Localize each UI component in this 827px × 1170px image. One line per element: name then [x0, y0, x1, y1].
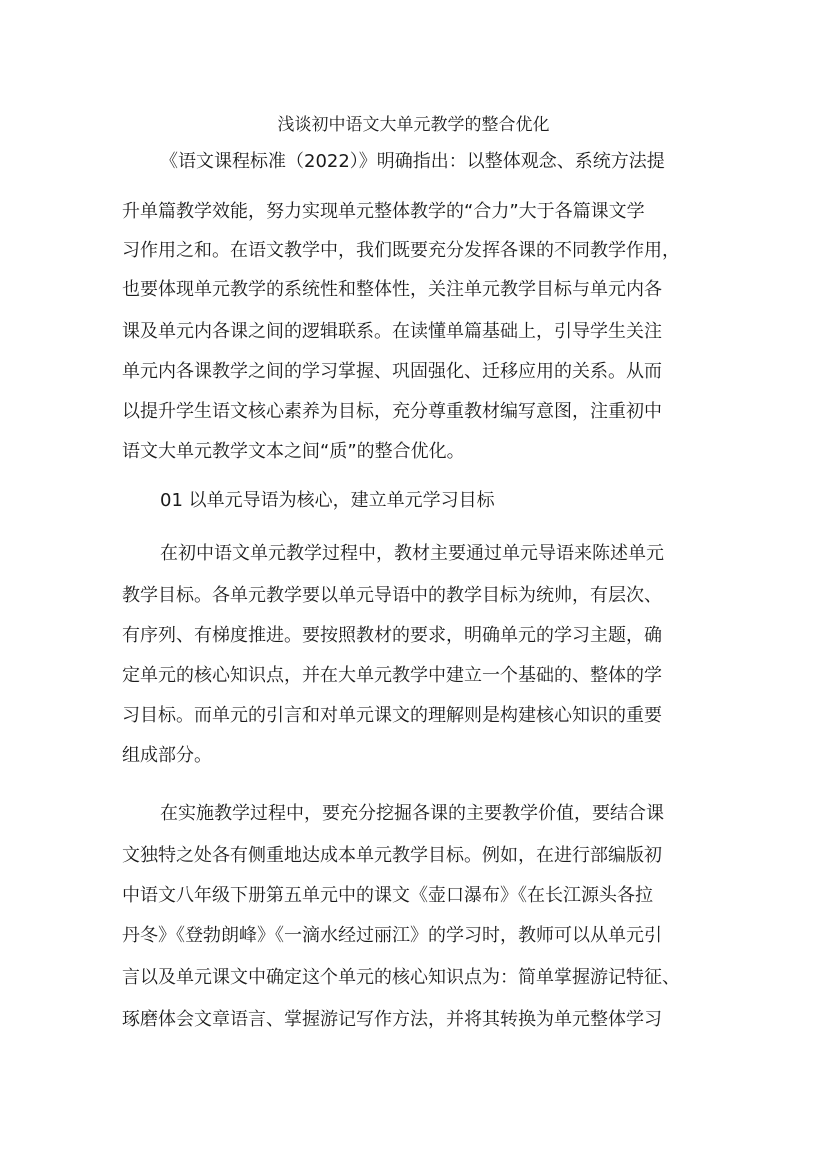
section-heading: 01 以单元导语为核心，建立单元学习目标 — [160, 490, 495, 511]
paragraph-line: 以提升学生语文核心素养为目标，充分尊重教材编写意图，注重初中 — [122, 401, 662, 422]
paragraph-line: 丹冬》《登勃朗峰》《一滴水经过丽江》的学习时，教师可以从单元引 — [122, 925, 662, 946]
paragraph-line: 也要体现单元教学的系统性和整体性，关注单元教学目标与单元内各 — [122, 279, 662, 300]
paragraph-line: 教学目标。各单元教学要以单元导语中的教学目标为统帅，有层次、 — [122, 585, 662, 606]
paragraph-line: 琢磨体会文章语言、掌握游记写作方法，并将其转换为单元整体学习 — [122, 1009, 662, 1030]
paragraph-line: 有序列、有梯度推进。要按照教材的要求，明确单元的学习主题，确 — [122, 625, 662, 646]
paragraph-line: 语文大单元教学文本之间“质”的整合优化。 — [122, 441, 465, 462]
paragraph-line: 在初中语文单元教学过程中，教材主要通过单元导语来陈述单元 — [160, 543, 664, 564]
paragraph-line: 习目标。而单元的引言和对单元课文的理解则是构建核心知识的重要 — [122, 705, 662, 726]
paragraph-line: 《语文课程标准（2022）》明确指出：以整体观念、系统方法提 — [160, 151, 665, 172]
paragraph-line: 言以及单元课文中确定这个单元的核心知识点为：简单掌握游记特征、 — [122, 967, 680, 988]
paragraph-line: 课及单元内各课之间的逻辑联系。在读懂单篇基础上，引导学生关注 — [122, 321, 662, 342]
document-title: 浅谈初中语文大单元教学的整合优化 — [277, 115, 550, 135]
paragraph-line: 文独特之处各有侧重地达成本单元教学目标。例如，在进行部编版初 — [122, 845, 662, 866]
paragraph-line: 组成部分。 — [122, 745, 212, 766]
paragraph-line: 单元内各课教学之间的学习掌握、巩固强化、迁移应用的关系。从而 — [122, 361, 662, 382]
paragraph-line: 定单元的核心知识点，并在大单元教学中建立一个基础的、整体的学 — [122, 665, 662, 686]
paragraph-line: 习作用之和。在语文教学中，我们既要充分发挥各课的不同教学作用， — [122, 240, 680, 261]
paragraph-line: 在实施教学过程中，要充分挖掘各课的主要教学价值，要结合课 — [160, 803, 664, 824]
paragraph-line: 升单篇教学效能，努力实现单元整体教学的“合力”大于各篇课文学 — [122, 201, 645, 222]
paragraph-line: 中语文八年级下册第五单元中的课文《壶口瀑布》《在长江源头各拉 — [122, 885, 653, 906]
